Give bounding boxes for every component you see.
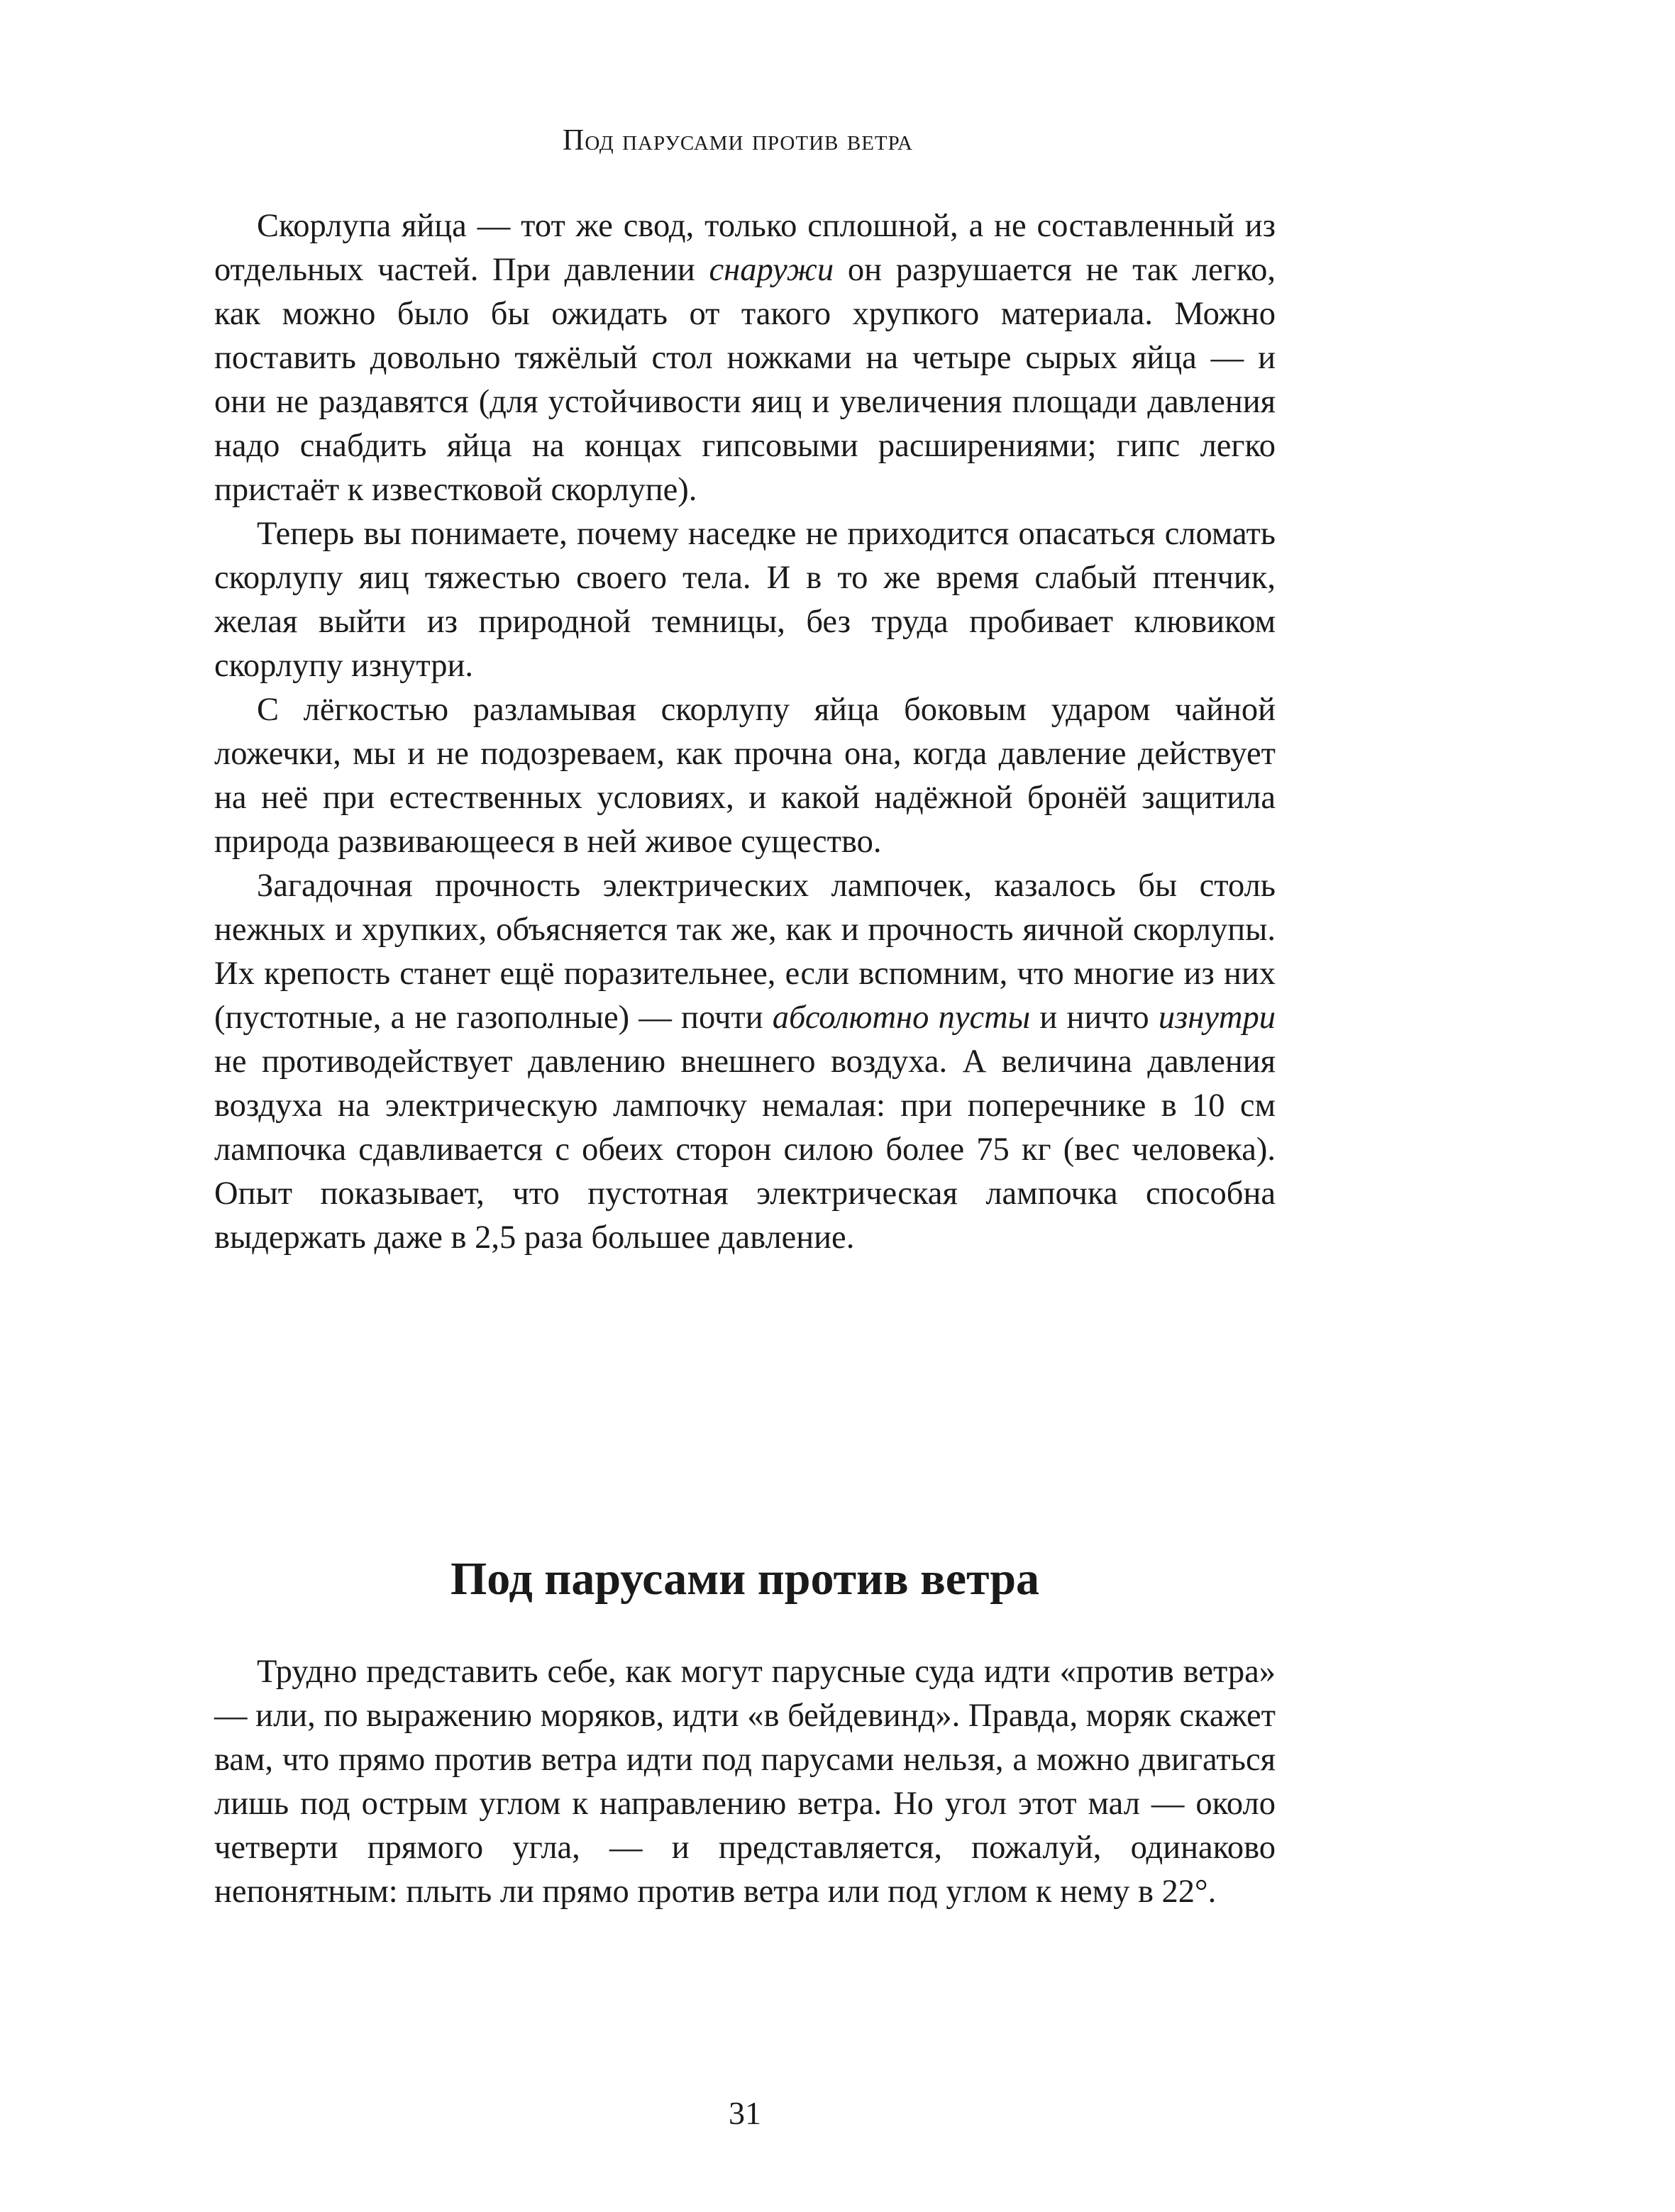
- section-title: Под парусами против ветра: [450, 1553, 1040, 1605]
- text-run: и ничто: [1030, 1000, 1159, 1036]
- page-number: 31: [729, 2095, 761, 2131]
- italic-emphasis: абсолютно пусты: [772, 1000, 1031, 1036]
- running-head: Под парусами против ветра: [562, 124, 913, 157]
- paragraph: С лёгкостью разламывая скорлупу яйца боковым ударом чайной ложечки, мы и не подозреваем, как прочна она, когда давление действует на неё при естественных условиях, и какой надёжной бронёй защитила природа развивающееся в ней живое существо.: [214, 692, 1276, 860]
- italic-emphasis: изнутри: [1158, 1000, 1276, 1036]
- body-text-block: [214, 204, 1276, 1260]
- italic-emphasis: снаружи: [709, 252, 834, 288]
- paragraph: [214, 864, 1276, 1260]
- text-run: Скорлупа яйца — тот же свод, только сплошной, а не составленный из отдельных частей. При давлении: [214, 208, 1276, 288]
- paragraph: Теперь вы понимаете, почему наседке не приходится опасаться сломать скорлупу яиц тяжестью своего тела. И в то же время слабый птенчик, желая выйти из природной темницы, без труда пробивает клювиком скорлупу изнутри.: [214, 516, 1276, 684]
- paragraph: Трудно представить себе, как могут парусные суда идти «против ветра» — или, по выражению моряков, идти «в бейдевинд». Правда, моряк скажет вам, что прямо против ветра идти под парусами нельзя, а можно двигаться лишь под острым углом к направлению ветра. Но угол этот мал — около четверти прямого угла, — и представляется, пожалуй, одинаково непонятным: плыть ли прямо против ветра или под углом к нему в 22°.: [214, 1654, 1276, 1910]
- text-run: Загадочная прочность электрических лампочек, казалось бы столь нежных и хрупких, объясняется так же, как и прочность яичной скорлупы. Их крепость станет ещё поразительнее, если вспомним, что многие из них (пустотные, а не газополные) — почти: [214, 868, 1276, 1036]
- text-run: не противодействует давлению внешнего воздуха. А величина давления воздуха на электрическую лампочку немалая: при поперечнике в 10 см лампочка сдавливается с обеих сторон силою более 75 кг (вес человека). Опыт показывает, что пустотная электрическая лампочка способна выдержать даже в 2,5 раза большее давление.: [214, 1044, 1276, 1256]
- paragraph: [214, 204, 1276, 512]
- text-run: он разрушается не так легко, как можно было бы ожидать от такого хрупкого материала. Можно поставить довольно тяжёлый стол ножками на четыре сырых яйца — и они не раздавятся (для устойчивости яиц и увеличения площади давления надо снабдить яйца на концах гипсовыми расширениями; гипс легко пристаёт к известковой скорлупе).: [214, 252, 1276, 508]
- body-text-block: [214, 1650, 1276, 1914]
